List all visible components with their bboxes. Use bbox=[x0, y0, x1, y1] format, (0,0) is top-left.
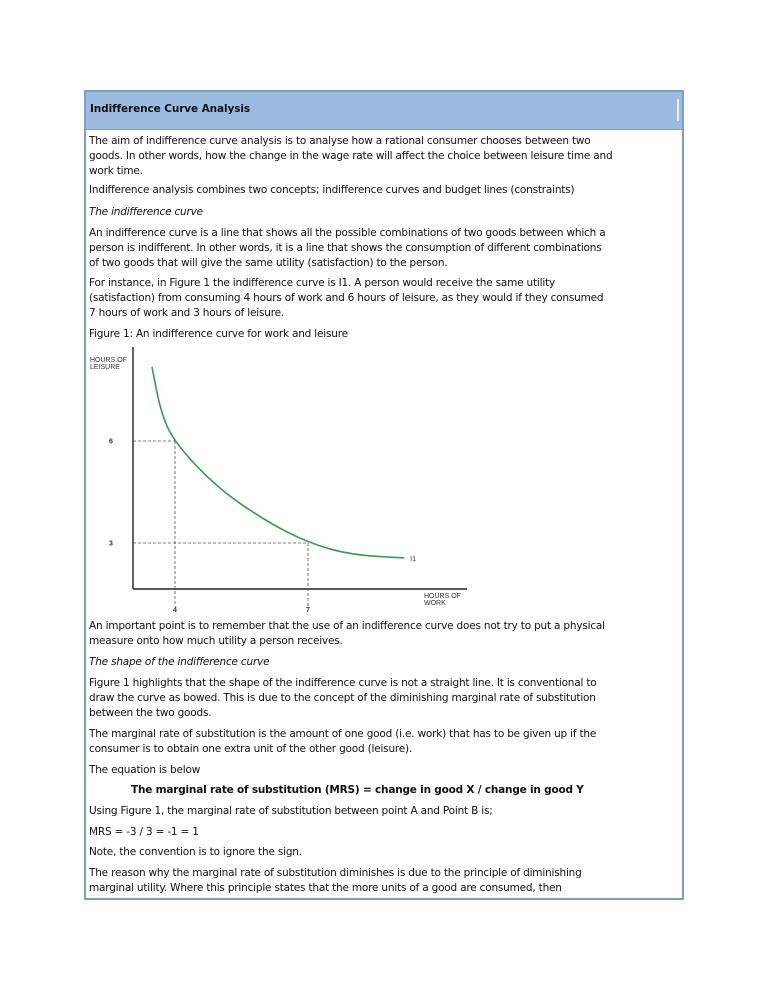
figure-caption: Figure 1: An indifference curve for work and leisure bbox=[89, 328, 348, 340]
y-tick-label: 6 bbox=[109, 438, 113, 446]
paragraph-line: The marginal rate of substitution is the amount of one good (i.e. work) that has to be given up if the bbox=[89, 728, 597, 740]
panel-header bbox=[86, 92, 682, 130]
x-tick-label: 4 bbox=[173, 607, 177, 614]
x-tick-label: 7 bbox=[305, 607, 310, 614]
y-axis-label: HOURS OF bbox=[90, 357, 127, 364]
series-label: I1 bbox=[410, 555, 417, 563]
paragraph-line: 7 hours of work and 3 hours of leisure. bbox=[89, 307, 285, 319]
paragraph-line: measure onto how much utility a person receives. bbox=[89, 635, 343, 647]
paragraph-line: marginal utility. Where this principle states that the more units of a good are consumed, then bbox=[89, 882, 562, 894]
header-edge bbox=[677, 99, 679, 121]
section-heading: The shape of the indifference curve bbox=[89, 656, 270, 668]
panel-title: Indifference Curve Analysis bbox=[90, 103, 251, 115]
paragraph-line: work time. bbox=[89, 165, 143, 177]
indifference-chart bbox=[86, 345, 486, 615]
paragraph-line: person is indifferent. In other words, it is a line that shows the consumption of different combinations bbox=[89, 242, 602, 254]
paragraph-line: The reason why the marginal rate of substitution diminishes is due to the principle of diminishing bbox=[89, 867, 582, 879]
paragraph-line: MRS = -3 / 3 = -1 = 1 bbox=[89, 826, 199, 838]
paragraph-line: The aim of indifference curve analysis is to analyse how a rational consumer chooses between two bbox=[89, 135, 591, 147]
paragraph-line: The equation is below bbox=[89, 764, 201, 776]
mrs-equation: The marginal rate of substitution (MRS) = change in good X / change in good Y bbox=[131, 784, 584, 796]
x-axis-label: HOURS OF bbox=[424, 593, 461, 600]
indifference-curve-i1 bbox=[152, 367, 404, 558]
y-axis-label: LEISURE bbox=[90, 364, 120, 371]
paragraph-line: An indifference curve is a line that shows all the possible combinations of two goods between which a bbox=[89, 227, 606, 239]
paragraph-line: goods. In other words, how the change in the wage rate will affect the choice between leisure time and bbox=[89, 150, 613, 162]
paragraph-line: Indifference analysis combines two concepts; indifference curves and budget lines (constraints) bbox=[89, 184, 575, 196]
paragraph-line: between the two goods. bbox=[89, 707, 212, 719]
paragraph-line: Using Figure 1, the marginal rate of substitution between point A and Point B is; bbox=[89, 805, 493, 817]
paragraph-line: An important point is to remember that the use of an indifference curve does not try to put a physical bbox=[89, 620, 605, 632]
paragraph-line: Figure 1 highlights that the shape of the indifference curve is not a straight line. It is conventional to bbox=[89, 677, 597, 689]
paragraph-line: consumer is to obtain one extra unit of the other good (leisure). bbox=[89, 743, 413, 755]
paragraph-line: of two goods that will give the same utility (satisfaction) to the person. bbox=[89, 257, 448, 269]
paragraph-line: Note, the convention is to ignore the sign. bbox=[89, 846, 302, 858]
paragraph-line: For instance, in Figure 1 the indifference curve is I1. A person would receive the same utility bbox=[89, 277, 556, 289]
y-tick-label: 3 bbox=[109, 540, 113, 548]
section-heading: The indifference curve bbox=[89, 206, 203, 218]
paragraph-line: (satisfaction) from consuming 4 hours of work and 6 hours of leisure, as they would if they consumed bbox=[89, 292, 604, 304]
paragraph-line: draw the curve as bowed. This is due to the concept of the diminishing marginal rate of substitution bbox=[89, 692, 596, 704]
x-axis-label: WORK bbox=[424, 600, 446, 607]
